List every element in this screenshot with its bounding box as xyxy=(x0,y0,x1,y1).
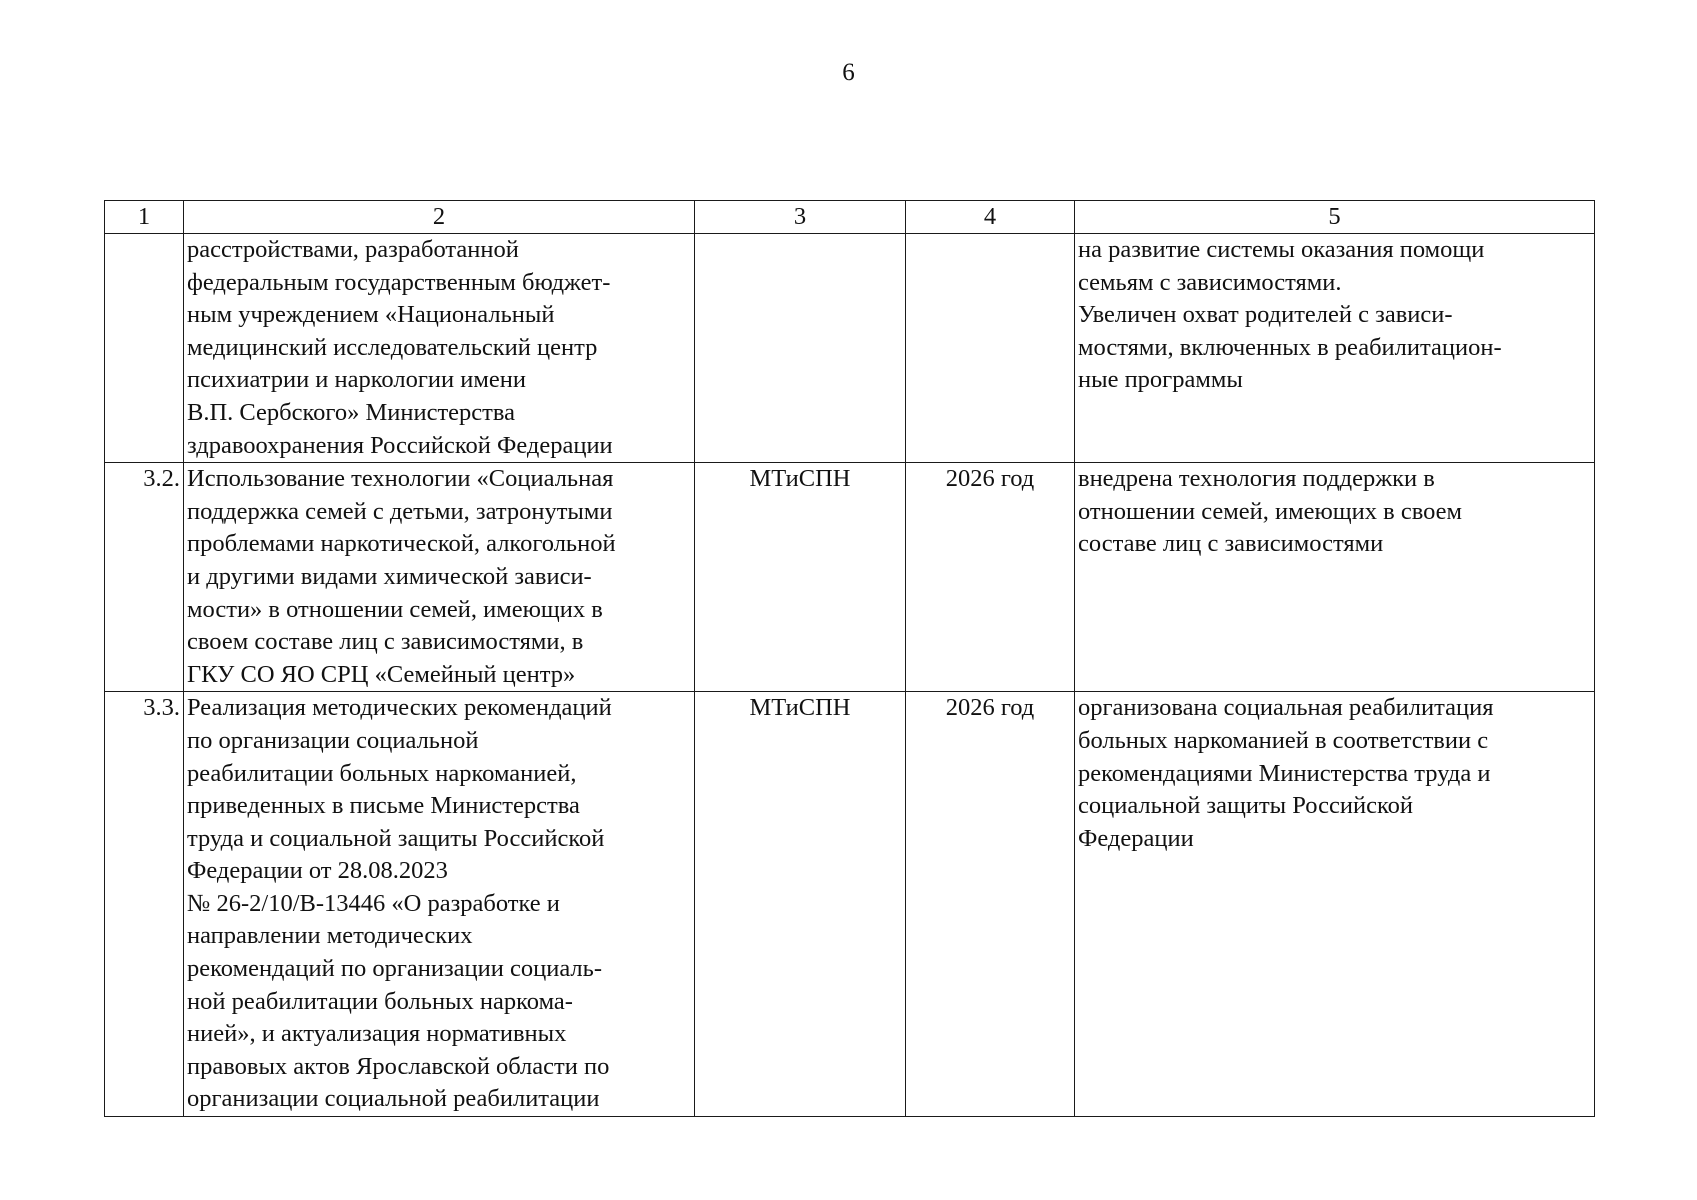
column-header-5: 5 xyxy=(1075,201,1595,234)
executor-cell: МТиСПН xyxy=(695,463,906,692)
table-row xyxy=(105,692,1595,1117)
measure-cell xyxy=(184,463,695,692)
measure-cell xyxy=(184,234,695,463)
column-header-2: 2 xyxy=(184,201,695,234)
measure-text: Реализация методических рекомендаций по организации социальной реабилитации больных наркоманией, приведенных в письме Министерства труда и социальной защиты Российской Федерации от 28.08.2023 № 26-2/10/В-13446 «О разработке и направлении методических рекомендаций по организации социаль- ной реабилитации больных наркома- нией», и актуализация нормативных правовых актов Ярославской области по организации социальной реабилитации xyxy=(187,694,612,1113)
table-header-row xyxy=(105,201,1595,234)
result-cell xyxy=(1075,463,1595,692)
measure-cell xyxy=(184,692,695,1117)
row-number-cell: 3.2. xyxy=(105,463,184,692)
page-number: 6 xyxy=(842,59,855,86)
row-number-cell: 3.3. xyxy=(105,692,184,1117)
deadline-cell xyxy=(906,234,1075,463)
result-cell xyxy=(1075,692,1595,1117)
table-row xyxy=(105,234,1595,463)
executor-cell xyxy=(695,234,906,463)
column-header-4: 4 xyxy=(906,201,1075,234)
result-cell xyxy=(1075,234,1595,463)
table-row xyxy=(105,463,1595,692)
executor-cell: МТиСПН xyxy=(695,692,906,1117)
measure-text: расстройствами, разработанной федеральным государственным бюджет- ным учреждением «Национальный медицинский исследовательский центр психиатрии и наркологии имени В.П. Сербского» Министерства здравоохранения Российской Федерации xyxy=(187,236,613,459)
column-header-3: 3 xyxy=(695,201,906,234)
measures-table xyxy=(104,200,1595,1117)
row-number-cell xyxy=(105,234,184,463)
result-text: на развитие системы оказания помощи семьям с зависимостями. Увеличен охват родителей с зависи- мостями, включенных в реабилитацион- ные программы xyxy=(1078,236,1502,394)
measure-text: Использование технологии «Социальная поддержка семей с детьми, затронутыми проблемами наркотической, алкогольной и другими видами химической зависи- мости» в отношении семей, имеющих в своем составе лиц с зависимостями, в ГКУ СО ЯО СРЦ «Семейный центр» xyxy=(187,465,616,688)
deadline-cell: 2026 год xyxy=(906,463,1075,692)
deadline-cell: 2026 год xyxy=(906,692,1075,1117)
result-text: организована социальная реабилитация больных наркоманией в соответствии с рекомендациями Министерства труда и социальной защиты Российской Федерации xyxy=(1078,694,1494,852)
result-text: внедрена технология поддержки в отношении семей, имеющих в своем составе лиц с зависимостями xyxy=(1078,465,1463,558)
column-header-1: 1 xyxy=(105,201,184,234)
